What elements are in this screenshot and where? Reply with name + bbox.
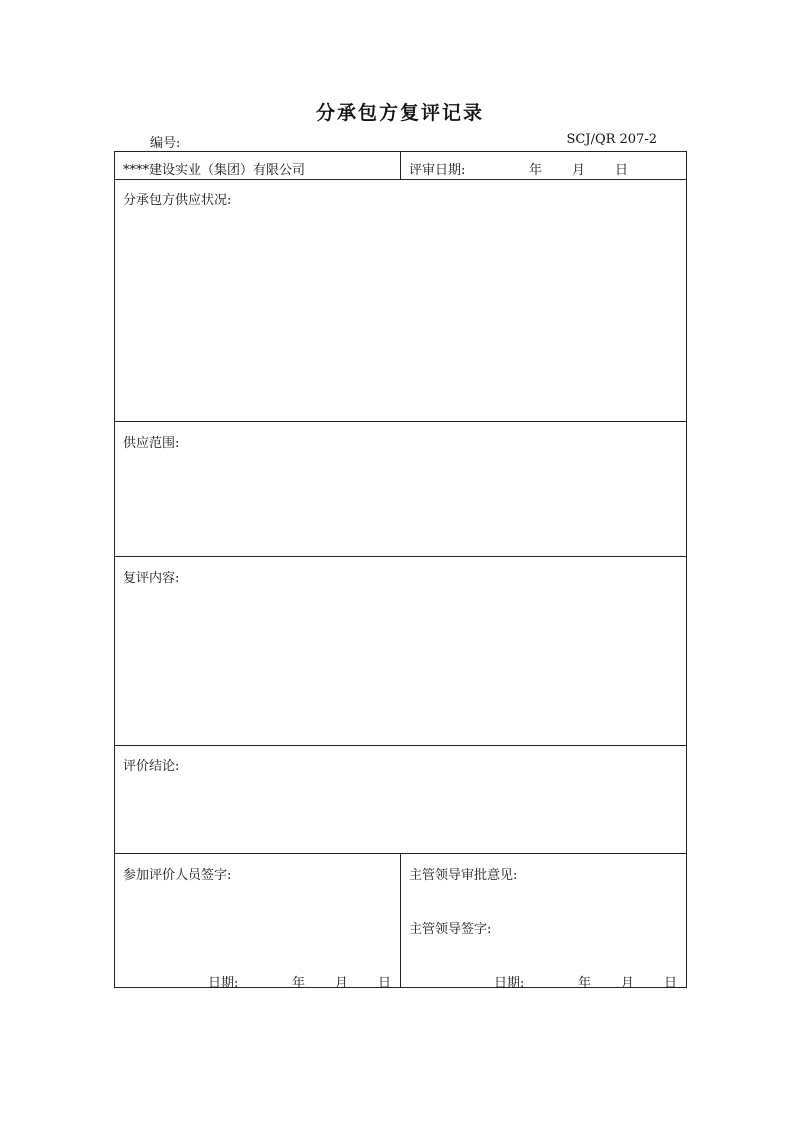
review-date-month: 月: [572, 163, 586, 178]
manager-date-day: 日: [664, 976, 678, 991]
company-name: ****建设实业（集团）有限公司: [123, 163, 306, 178]
participants-date-month: 月: [335, 976, 349, 991]
manager-signature-label: 主管领导签字:: [409, 922, 492, 937]
supply-scope-label: 供应范围:: [123, 436, 180, 451]
number-label: 编号:: [150, 136, 181, 151]
participants-date-year: 年: [292, 976, 306, 991]
manager-date-year: 年: [578, 976, 592, 991]
document-code: SCJ/QR 207-2: [566, 132, 657, 147]
document-title: 分承包方复评记录: [315, 102, 484, 124]
review-date-year: 年: [529, 163, 543, 178]
supply-status-label: 分承包方供应状况:: [123, 193, 232, 208]
review-form-table: [114, 151, 687, 991]
header-divider: [400, 152, 401, 179]
section-review-content: [115, 556, 686, 745]
participants-date-day: 日: [378, 976, 392, 991]
signature-divider: [400, 853, 401, 987]
section-supply-status: [115, 179, 686, 421]
review-content-label: 复评内容:: [123, 571, 180, 586]
section-conclusion: [115, 745, 686, 853]
participants-date-label: 日期:: [208, 976, 239, 991]
review-date-label: 评审日期:: [409, 163, 466, 178]
manager-date-month: 月: [621, 976, 635, 991]
participants-signature-label: 参加评价人员签字:: [123, 868, 232, 883]
manager-date-label: 日期:: [494, 976, 525, 991]
manager-opinion-label: 主管领导审批意见:: [409, 868, 518, 883]
conclusion-label: 评价结论:: [123, 759, 180, 774]
review-date-day: 日: [615, 163, 629, 178]
section-supply-scope: [115, 421, 686, 556]
